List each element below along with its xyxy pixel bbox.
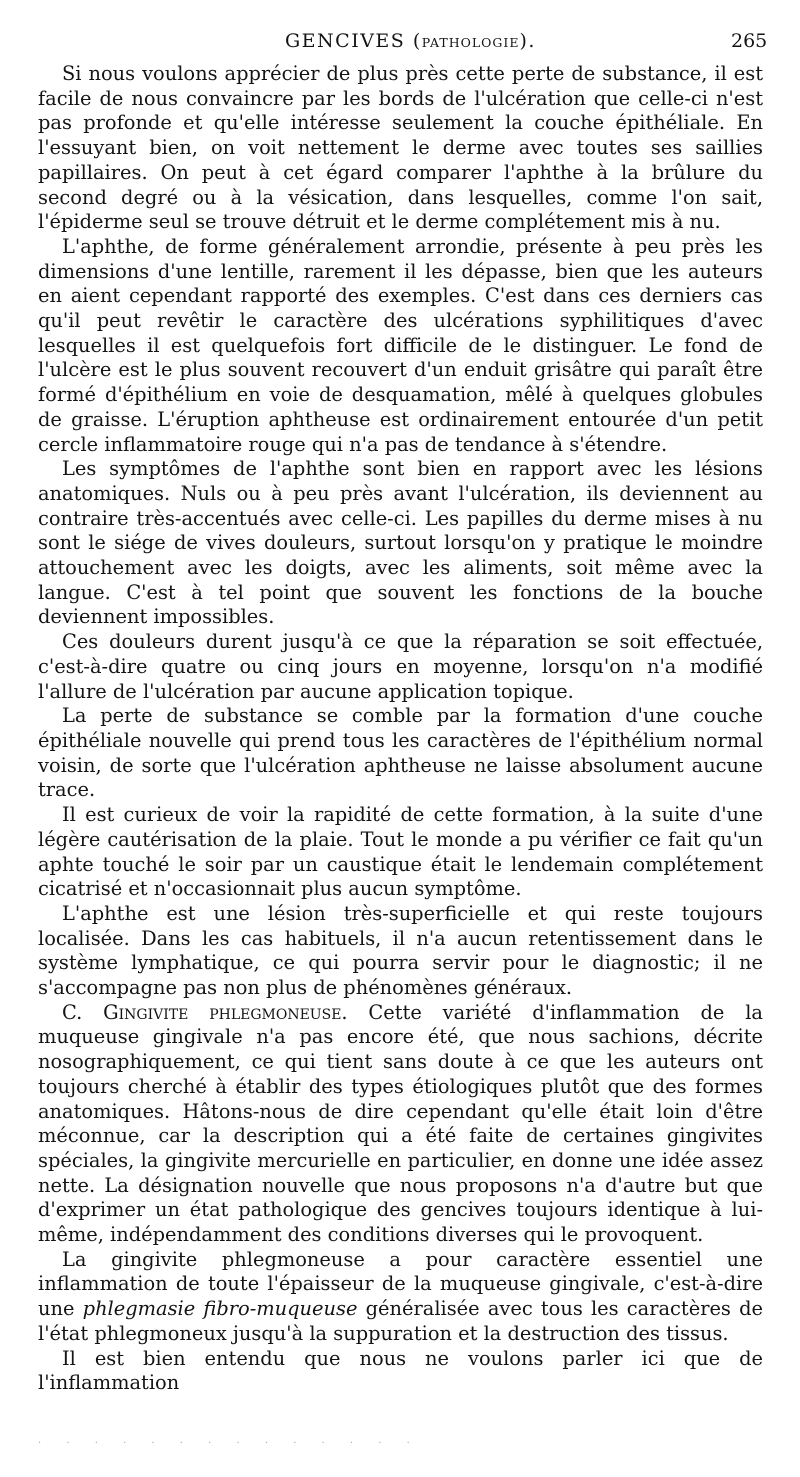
footer-marks: · · · · · · · · · · · · · · — [38, 1438, 421, 1449]
paragraph: La perte de substance se comble par la formation d'une couche épithéliale nouvelle qui prend tous les caractères de l'épithélium normal voisin, de sorte que l'ulcération aphtheuse ne laisse absolument aucune trace. — [38, 704, 763, 802]
running-title-end: ). — [519, 30, 536, 52]
paragraph: Il est curieux de voir la rapidité de cette formation, à la suite d'une légère cautérisation de la plaie. Tout le monde a pu vérifier ce fait qu'un aphte touché le soir par un caustique était le lendemain complétement cicatrisé et n'occasionnait plus aucun symptôme. — [38, 803, 763, 901]
section-c-text: Cette variété d'inflammation de la muqueuse gingivale n'a pas encore été, que nous sachions, décrite nosographiquement, ce qui tient sans doute à ce que les auteurs ont toujours cherché à établir des types étiologiques plutôt que des formes anatomiques. Hâtons-nous de dire cependant qu'elle était loin d'être méconnue, car la description qui a été faite de certaines gingivites spéciales, la gingivite mercurielle en particulier, en donne une idée assez nette. La désignation nouvelle que nous proposons n'a d'autre but que d'exprimer un état pathologique des gencives toujours identique à lui-même, indépendamment des conditions diverses qui le provoquent. — [38, 1000, 763, 1247]
paragraph: L'aphthe est une lésion très-superficielle et qui reste toujours localisée. Dans les cas habituels, il n'a aucun retentissement dans le système lymphatique, ce qui pourra servir pour le diagnostic; il ne s'accompagne pas non plus de phénomènes généraux. — [38, 901, 763, 1000]
last-paragraph: Il est bien entendu que nous ne voulons parler ici que de l'inflammation — [38, 1346, 763, 1395]
paragraph-phlegmasie — [38, 1248, 763, 1347]
running-title-small: PATHOLOGIE — [421, 35, 520, 50]
page-number: 265 — [731, 30, 768, 52]
section-c-heading: C. Gingivite phlegmoneuse. — [62, 1000, 348, 1024]
running-header — [0, 30, 800, 56]
paragraph: Si nous voulons apprécier de plus près cette perte de substance, il est facile de nous convaincre par les bords de l'ulcération que celle-ci n'est pas profonde et qu'elle intéresse seulement la couche épithéliale. En l'essuyant bien, on voit nettement le derme avec toutes ses saillies papillaires. On peut à cet égard comparer l'aphthe à la brûlure du second degré ou à la vésication, dans lesquelles, comme l'on sait, l'épiderme seul se trouve détruit et le derme complétement mis à nu. — [38, 62, 763, 234]
paragraph: Les symptômes de l'aphthe sont bien en rapport avec les lésions anatomiques. Nuls ou à peu près avant l'ulcération, ils deviennent au contraire très-accentués avec celle-ci. Les papilles du derme mises à nu sont le siége de vives douleurs, surtout lorsqu'on y pratique le moindre attouchement avec les doigts, avec les aliments, soit même avec la langue. C'est à tel point que souvent les fonctions de la bouche deviennent impossibles. — [38, 457, 763, 629]
running-title — [285, 30, 536, 52]
text-run: généralisée avec tous les caractères de l'état phlegmoneux jusqu'à la suppuration et la destruction des tissus. — [38, 1297, 763, 1345]
body-text — [38, 62, 763, 1396]
section-c-paragraph — [38, 1001, 763, 1248]
text-run: La gingivite phlegmoneuse a pour caractère essentiel une inflammation de toute l'épaisseur de la muqueuse gingivale, c'est-à-dire une — [38, 1247, 763, 1321]
paragraph: L'aphthe, de forme généralement arrondie, présente à peu près les dimensions d'une lentille, rarement il les dépasse, bien que les auteurs en aient cependant rapporté des exemples. C'est dans ces derniers cas qu'il peut revêtir le caractère des ulcérations syphilitiques d'avec lesquelles il est quelquefois fort difficile de le distinguer. Le fond de l'ulcère est le plus souvent recouvert d'un enduit grisâtre qui paraît être formé d'épithélium en voie de desquamation, mêlé à quelques globules de graisse. L'éruption aphtheuse est ordinairement entourée d'un petit cercle inflammatoire rouge qui n'a pas de tendance à s'étendre. — [38, 234, 763, 456]
running-title-main: GENCIVES ( — [285, 30, 422, 52]
paragraph: Ces douleurs durent jusqu'à ce que la réparation se soit effectuée, c'est-à-dire quatre ou cinq jours en moyenne, lorsqu'on n'a modifié l'allure de l'ulcération par aucune application topique. — [38, 630, 763, 703]
emphasis-phlegmasie: phlegmasie fibro-muqueuse — [82, 1297, 358, 1321]
